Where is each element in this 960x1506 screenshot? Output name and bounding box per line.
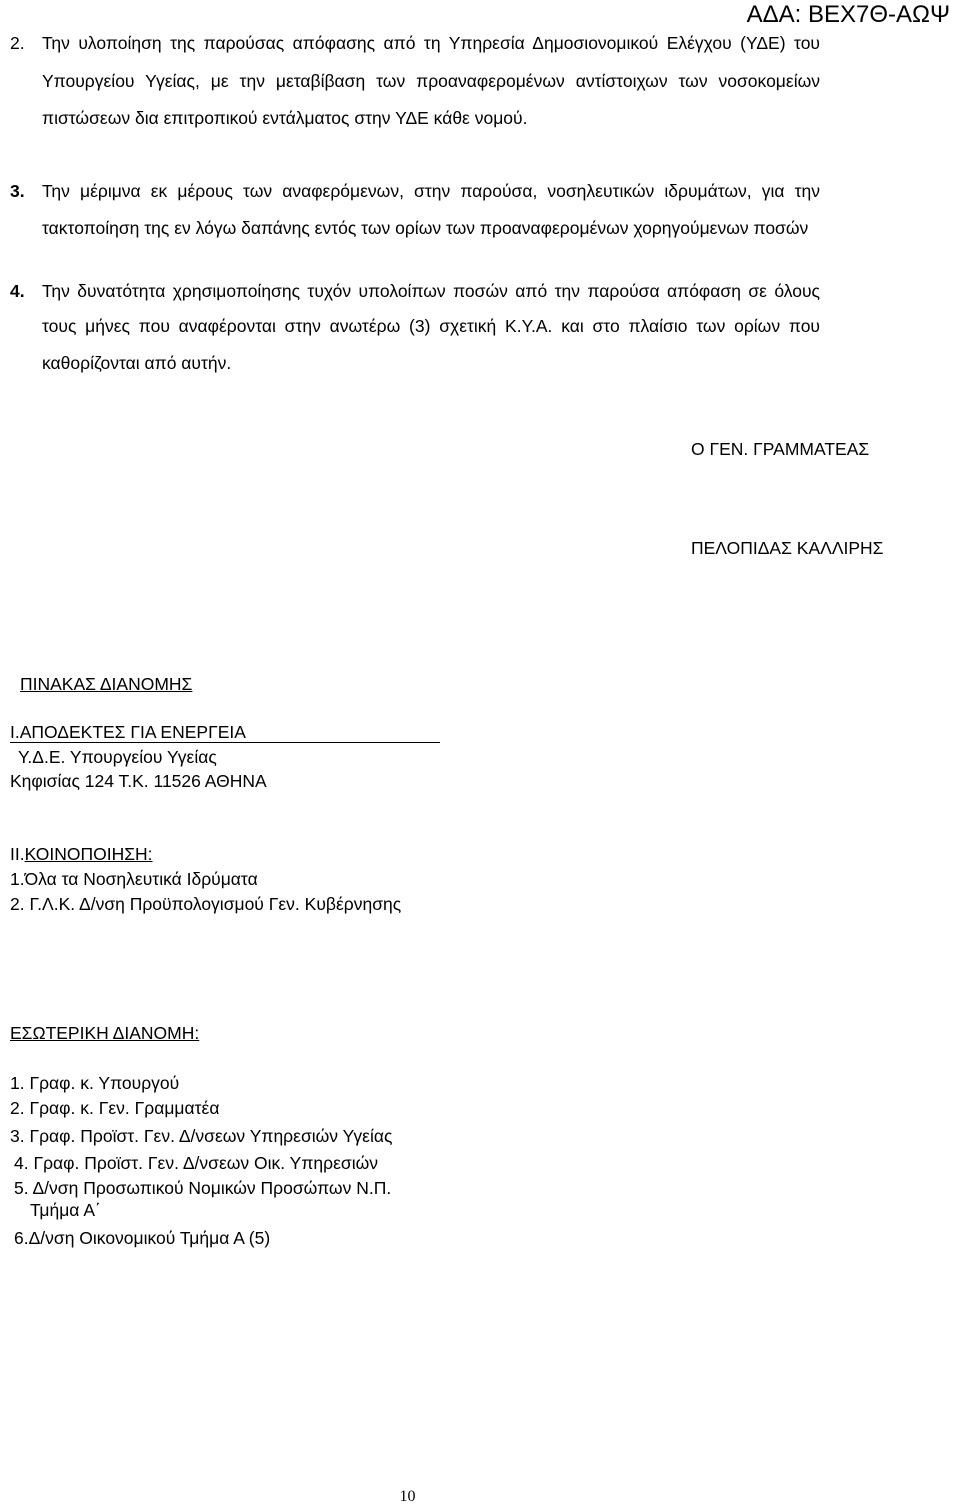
- clause-line: τακτοποίηση της εν λόγω δαπάνης εντός των ορίων των προαναφερομένων χορηγούμενων ποσών: [42, 218, 809, 238]
- cc-line: 2. Γ.Λ.Κ. Δ/νση Προϋπολογισμού Γεν. Κυβέρνησης: [10, 894, 402, 914]
- cc-line: 1.Όλα τα Νοσηλευτικά Ιδρύματα: [10, 869, 258, 889]
- clause-line: Υπουργείου Υγείας, με την μεταβίβαση των προαναφερομένων αντίστοιχων των νοσοκομείων: [42, 71, 820, 91]
- signatory-name: ΠΕΛΟΠΙΔΑΣ ΚΑΛΛΙΡΗΣ: [691, 538, 884, 558]
- page-number: 10: [399, 1488, 416, 1505]
- recipient-line: Κηφισίας 124 Τ.Κ. 11526 ΑΘΗΝΑ: [10, 771, 267, 791]
- internal-line: 2. Γραφ. κ. Γεν. Γραμματέα: [10, 1098, 220, 1118]
- internal-line: 6.Δ/νση Οικονομικού Τμήμα Α (5): [14, 1228, 271, 1248]
- recipient-line: Υ.Δ.Ε. Υπουργείου Υγείας: [18, 747, 217, 767]
- cc-heading: [10, 844, 153, 865]
- clause-line: πιστώσεων δια επιτροπικού εντάλματος στην ΥΔΕ κάθε νομού.: [42, 108, 528, 128]
- internal-line: 4. Γραφ. Προϊστ. Γεν. Δ/νσεων Οικ. Υπηρεσιών: [14, 1153, 379, 1173]
- clause-number: 4.: [10, 281, 25, 301]
- internal-line: 3. Γραφ. Προϊστ. Γεν. Δ/νσεων Υπηρεσιών Υγείας: [10, 1126, 393, 1146]
- signatory-title: Ο ΓΕΝ. ΓΡΑΜΜΑΤΕΑΣ: [691, 439, 870, 459]
- internal-line: Τμήμα Α΄: [30, 1200, 101, 1220]
- internal-heading: ΕΣΩΤΕΡΙΚΗ ΔΙΑΝΟΜΗ:: [10, 1023, 200, 1043]
- internal-line: 5. Δ/νση Προσωπικού Νομικών Προσώπων Ν.Π.: [14, 1178, 392, 1198]
- recipients-heading: Ι.ΑΠΟΔΕΚΤΕΣ ΓΙΑ ΕΝΕΡΓΕΙΑ: [10, 722, 440, 743]
- clause-line: Την υλοποίηση της παρούσας απόφασης από τη Υπηρεσία Δημοσιονομικού Ελέγχου (ΥΔΕ) του: [42, 33, 820, 53]
- internal-line: 1. Γραφ. κ. Υπουργού: [10, 1073, 180, 1093]
- clause-number: 2.: [10, 33, 25, 53]
- clause-number: 3.: [10, 181, 25, 201]
- cc-prefix: ΙΙ.: [10, 844, 25, 864]
- clause-line: καθορίζονται από αυτήν.: [42, 353, 232, 373]
- clause-line: τους μήνες που αναφέρονται στην ανωτέρω (3) σχετική Κ.Υ.Α. και στο πλαίσιο των ορίων που: [42, 316, 820, 336]
- clause-line: Την δυνατότητα χρησιμοποίησης τυχόν υπολοίπων ποσών από την παρούσα απόφαση σε όλους: [42, 281, 820, 301]
- ada-code: ΑΔΑ: ΒΕΧ7Θ-ΑΩΨ: [746, 1, 950, 28]
- cc-heading-label: ΚΟΙΝΟΠΟΙΗΣΗ:: [24, 844, 153, 864]
- distribution-heading: ΠΙΝΑΚΑΣ ΔΙΑΝΟΜΗΣ: [20, 674, 193, 694]
- clause-line: Την μέριμνα εκ μέρους των αναφερόμενων, στην παρούσα, νοσηλευτικών ιδρυμάτων, για την: [42, 181, 820, 201]
